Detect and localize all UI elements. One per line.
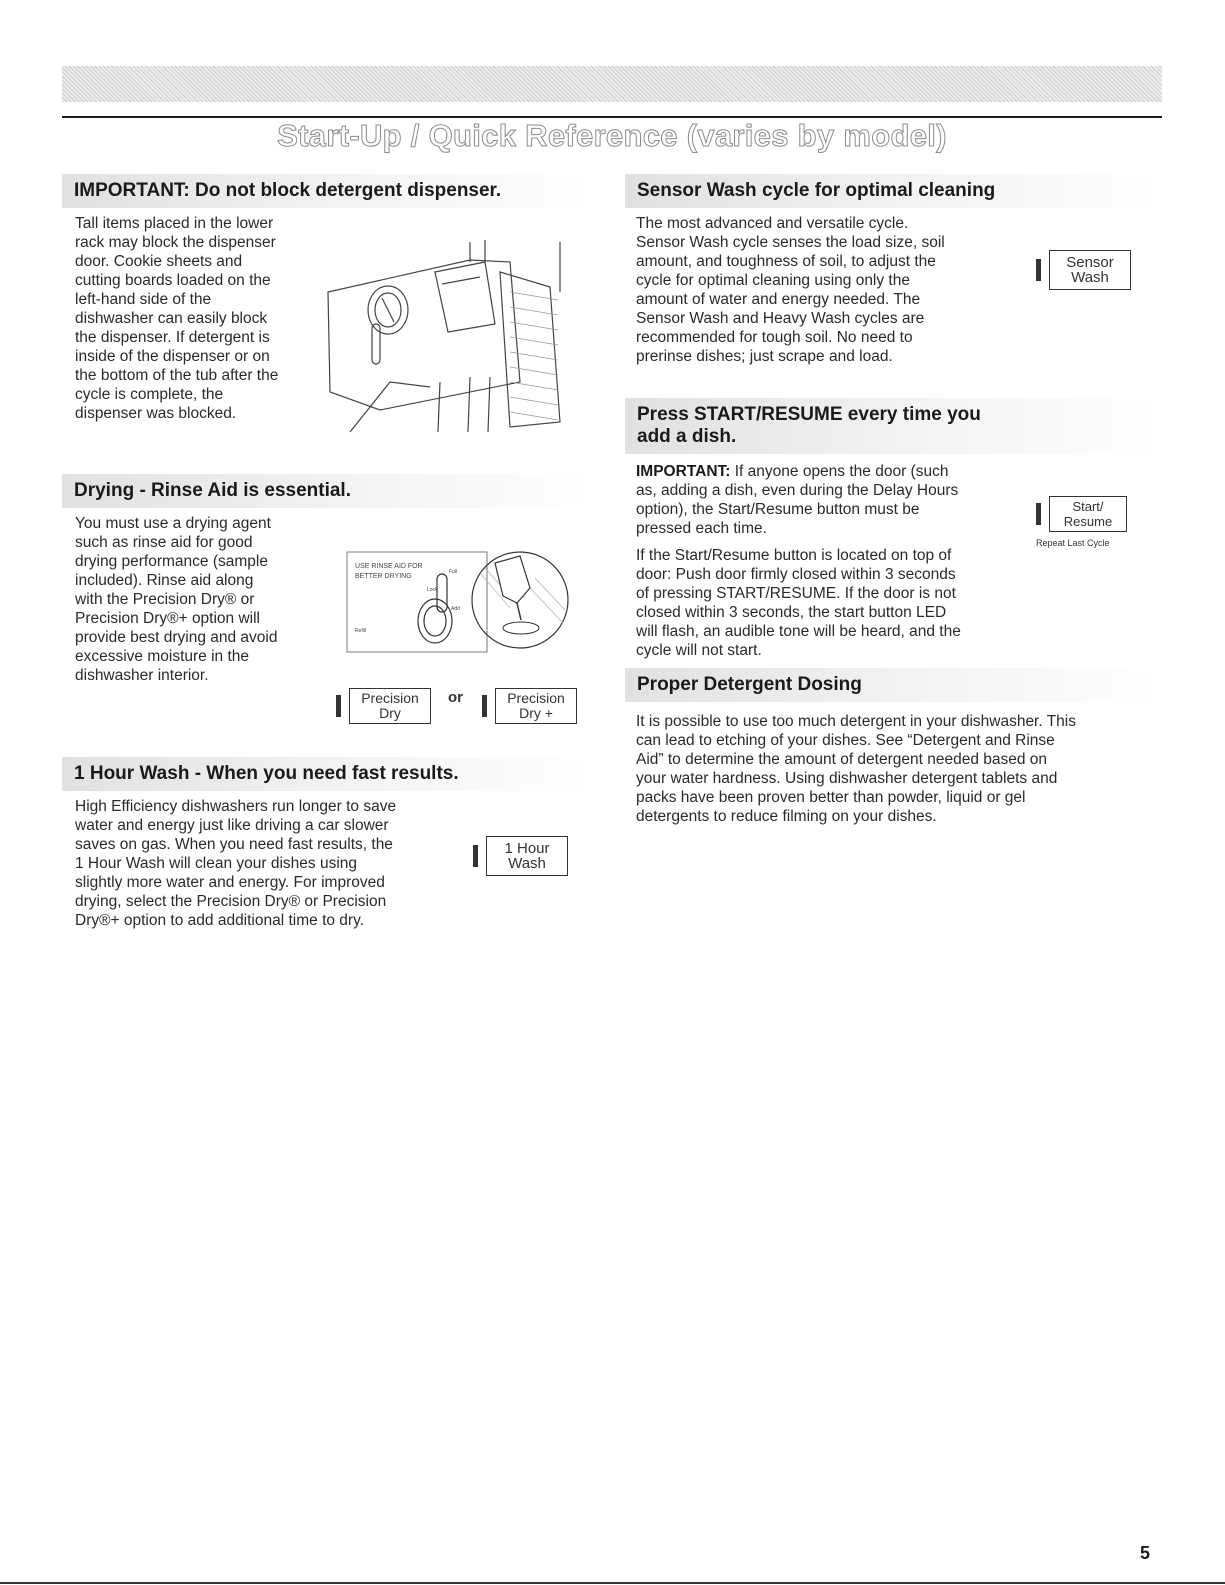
button-label-line: Wash xyxy=(508,855,546,872)
text-line: dispenser was blocked. xyxy=(75,405,237,422)
text-line: You must use a drying agent xyxy=(75,515,271,532)
button-note: Repeat Last Cycle xyxy=(1036,538,1110,548)
text-line: the dispenser. If detergent is xyxy=(75,329,270,346)
text-line: left-hand side of the xyxy=(75,291,212,308)
button-label-line: Dry xyxy=(379,705,401,721)
button-label-line: Resume xyxy=(1063,514,1113,529)
heading-one-hour-wash: 1 Hour Wash - When you need fast results. xyxy=(62,757,592,791)
text-line: the bottom of the tub after the xyxy=(75,367,279,384)
illus-label: BETTER DRYING xyxy=(355,573,412,580)
text-line: It is possible to use too much detergent in your dishwasher. This xyxy=(636,713,1076,730)
text-line: dishwasher can easily block xyxy=(75,310,268,327)
text-line: cycle will not start. xyxy=(636,642,762,659)
text-line: 1 Hour Wash will clean your dishes using xyxy=(75,855,357,872)
dispenser-illustration xyxy=(320,232,580,432)
led-indicator xyxy=(1036,503,1041,525)
illus-label: Full xyxy=(449,569,458,575)
precision-dry-button xyxy=(336,688,431,724)
illus-label: Add xyxy=(451,606,460,612)
text-line: prerinse dishes; just scrape and load. xyxy=(636,348,893,365)
text-line: excessive moisture in the xyxy=(75,648,250,665)
text-line: Tall items placed in the lower xyxy=(75,215,274,232)
led-indicator xyxy=(1036,259,1041,281)
text-line: included). Rinse aid along xyxy=(75,572,254,589)
heading-detergent-dispenser: IMPORTANT: Do not block detergent dispenser. xyxy=(62,174,592,208)
precision-dry-plus-button xyxy=(482,688,577,724)
page-number: 5 xyxy=(1140,1543,1151,1563)
text-line: will flash, an audible tone will be heard, and the xyxy=(636,623,961,640)
important-label: IMPORTANT: xyxy=(636,463,731,480)
text-line: Sensor Wash and Heavy Wash cycles are xyxy=(636,310,925,327)
heading-sensor-wash: Sensor Wash cycle for optimal cleaning xyxy=(625,174,1160,208)
led-indicator xyxy=(482,695,487,717)
heading-rinse-aid: Drying - Rinse Aid is essential. xyxy=(62,474,592,508)
text-line: saves on gas. When you need fast results, the xyxy=(75,836,393,853)
paragraph xyxy=(636,462,1006,538)
button-label-line: Dry + xyxy=(519,705,553,721)
text-line: your water hardness. Using dishwasher detergent tablets and xyxy=(636,770,1058,787)
text-line: dishwasher interior. xyxy=(75,667,209,684)
button-label-line: Precision xyxy=(507,690,565,706)
heading-line: add a dish. xyxy=(637,426,737,447)
text-line: Precision Dry®+ option will xyxy=(75,610,261,627)
button-label-line: Sensor xyxy=(1066,254,1114,271)
text-start-resume xyxy=(636,462,1006,668)
text-line: water and energy just like driving a car slower xyxy=(75,817,389,834)
text-detergent-dosing xyxy=(636,712,1156,826)
button-label xyxy=(1049,496,1127,532)
text-line: with the Precision Dry® or xyxy=(75,591,255,608)
text-line: door: Push door firmly closed within 3 seconds xyxy=(636,566,956,583)
button-label-line: Start/ xyxy=(1072,499,1104,514)
heading-detergent-dosing: Proper Detergent Dosing xyxy=(625,668,1160,702)
page-title: Start-Up / Quick Reference (varies by model) xyxy=(277,118,947,153)
text-line: cutting boards loaded on the xyxy=(75,272,271,289)
text-line: of pressing START/RESUME. If the door is not xyxy=(636,585,956,602)
text-line: drying performance (sample xyxy=(75,553,268,570)
heading-line: Press START/RESUME every time you xyxy=(637,404,981,425)
button-label xyxy=(495,688,577,724)
text-line: Aid” to determine the amount of detergent needed based on xyxy=(636,751,1048,768)
text-line: slightly more water and energy. For improved xyxy=(75,874,385,891)
text-line: cycle is complete, the xyxy=(75,386,224,403)
bottom-rule xyxy=(0,1582,1225,1584)
text-line: can lead to etching of your dishes. See “Detergent and Rinse xyxy=(636,732,1055,749)
text-line: High Efficiency dishwashers run longer to save xyxy=(75,798,397,815)
text-line: If anyone opens the door (such xyxy=(730,463,949,480)
text-line: as, adding a dish, even during the Delay Hours xyxy=(636,482,959,499)
illus-label: USE RINSE AID FOR xyxy=(355,563,423,570)
rinse-aid-illustration xyxy=(345,548,575,666)
text-line: option), the Start/Resume button must be xyxy=(636,501,920,518)
text-line: rack may block the dispenser xyxy=(75,234,276,251)
text-line: drying, select the Precision Dry® or Precision xyxy=(75,893,387,910)
button-label xyxy=(349,688,431,724)
illus-label: Refill xyxy=(355,628,367,634)
text-one-hour-wash xyxy=(75,797,475,930)
text-line: provide best drying and avoid xyxy=(75,629,278,646)
button-label-line: Precision xyxy=(361,690,419,706)
text-detergent-dispenser xyxy=(75,214,325,423)
button-label-line: Wash xyxy=(1071,269,1109,286)
led-indicator xyxy=(336,695,341,717)
text-line: If the Start/Resume button is located on top of xyxy=(636,547,952,564)
text-line: The most advanced and versatile cycle. xyxy=(636,215,909,232)
paragraph xyxy=(636,546,1006,660)
button-label xyxy=(1049,250,1131,290)
or-text: or xyxy=(448,689,463,706)
text-line: amount of water and energy needed. The xyxy=(636,291,921,308)
text-line: cycle for optimal cleaning using only the xyxy=(636,272,910,289)
text-line: such as rinse aid for good xyxy=(75,534,253,551)
text-line: closed within 3 seconds, the start button LED xyxy=(636,604,947,621)
text-line: amount, and toughness of soil, to adjust the xyxy=(636,253,936,270)
illus-label: Lock xyxy=(427,587,438,593)
one-hour-wash-button xyxy=(473,836,568,876)
text-sensor-wash xyxy=(636,214,1006,366)
header-band xyxy=(62,66,1162,102)
text-line: Sensor Wash cycle senses the load size, soil xyxy=(636,234,945,251)
button-label-line: 1 Hour xyxy=(504,840,550,857)
heading-start-resume xyxy=(625,398,1160,454)
led-indicator xyxy=(473,845,478,867)
start-resume-button xyxy=(1036,496,1127,532)
text-line: Dry®+ option to add additional time to dry. xyxy=(75,912,364,929)
text-line: pressed each time. xyxy=(636,520,767,537)
text-rinse-aid xyxy=(75,514,325,685)
text-line: packs have been proven better than powder, liquid or gel xyxy=(636,789,1026,806)
sensor-wash-button xyxy=(1036,250,1131,290)
button-label xyxy=(486,836,568,876)
text-line: door. Cookie sheets and xyxy=(75,253,243,270)
text-line: detergents to reduce filming on your dishes. xyxy=(636,808,937,825)
text-line: inside of the dispenser or on xyxy=(75,348,270,365)
text-line: recommended for tough soil. No need to xyxy=(636,329,913,346)
